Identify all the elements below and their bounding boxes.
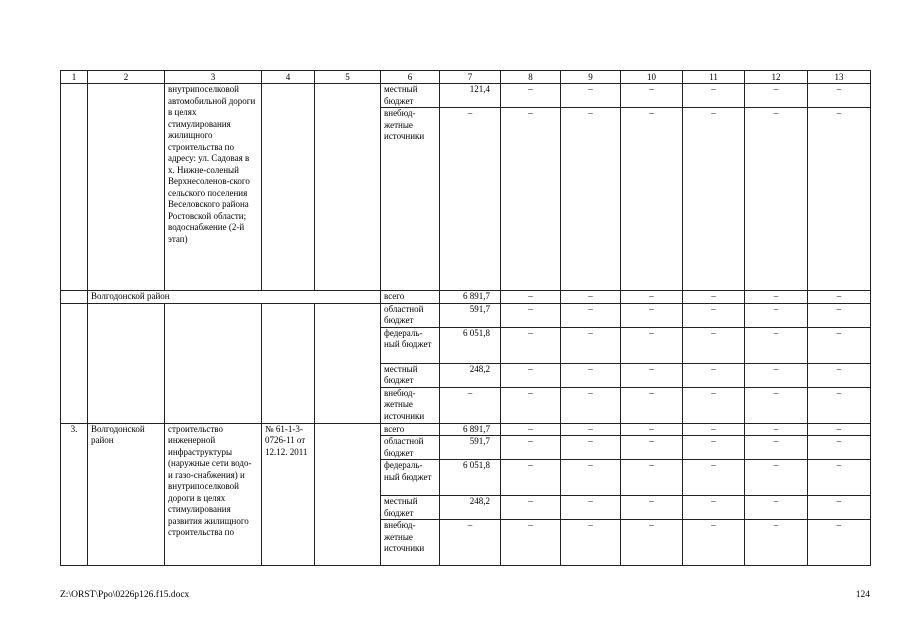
header-cell: 2	[88, 71, 165, 84]
dash-cell: –	[621, 303, 683, 327]
source-label: областной бюджет	[381, 436, 440, 460]
dash-cell: –	[561, 303, 621, 327]
header-cell: 9	[561, 71, 621, 84]
header-cell: 13	[808, 71, 871, 84]
cell-empty	[61, 303, 88, 423]
dash-cell: –	[745, 436, 808, 460]
cell-empty	[61, 84, 88, 291]
header-cell: 3	[165, 71, 262, 84]
dash-cell: –	[808, 108, 871, 291]
cell-empty	[315, 303, 381, 423]
table-header-row	[61, 71, 871, 84]
dash-cell: –	[808, 327, 871, 363]
dash-cell: –	[745, 460, 808, 496]
dash-cell: –	[683, 291, 745, 304]
dash-cell: –	[808, 363, 871, 387]
dash-cell: –	[683, 363, 745, 387]
source-label: федераль-ный бюджет	[381, 327, 440, 363]
header-cell: 6	[381, 71, 440, 84]
table-row	[61, 84, 871, 108]
source-label: местный бюджет	[381, 363, 440, 387]
dash-cell: –	[561, 496, 621, 520]
cell-empty	[88, 84, 165, 291]
amount: 121,4	[440, 84, 501, 108]
dash-cell: –	[561, 460, 621, 496]
dash-cell: –	[621, 496, 683, 520]
dash-cell: –	[683, 436, 745, 460]
amount: 6 051,8	[440, 460, 501, 496]
dash-cell: –	[745, 363, 808, 387]
amount: 6 891,7	[440, 423, 501, 436]
amount: 6 891,7	[440, 291, 501, 304]
dash-cell: –	[621, 327, 683, 363]
table-row	[61, 303, 871, 327]
dash-cell: –	[561, 387, 621, 423]
dash-cell: –	[501, 291, 561, 304]
dash-cell: –	[501, 436, 561, 460]
dash-cell: –	[745, 291, 808, 304]
dash-cell: –	[683, 387, 745, 423]
dash-cell: –	[683, 84, 745, 108]
source-label: всего	[381, 423, 440, 436]
amount: –	[440, 108, 501, 291]
amount: 248,2	[440, 363, 501, 387]
dash-cell: –	[808, 423, 871, 436]
dash-cell: –	[501, 108, 561, 291]
dash-cell: –	[621, 84, 683, 108]
dash-cell: –	[745, 496, 808, 520]
dash-cell: –	[621, 423, 683, 436]
dash-cell: –	[745, 387, 808, 423]
amount: 591,7	[440, 303, 501, 327]
dash-cell: –	[808, 303, 871, 327]
table-row	[61, 291, 871, 304]
source-label: местный бюджет	[381, 84, 440, 108]
dash-cell: –	[501, 460, 561, 496]
dash-cell: –	[808, 387, 871, 423]
source-label: внебюд-жетные источники	[381, 108, 440, 291]
object-description: строительство инженерной инфраструктуры (наружные сети водо- и газо-снабжения) и внутрипоселковой дороги в целях стимулирования развития жилищного строительства по	[165, 423, 262, 566]
dash-cell: –	[621, 520, 683, 566]
header-cell: 4	[262, 71, 315, 84]
dash-cell: –	[561, 520, 621, 566]
file-path: Z:\ORST\Ppo\0226p126.f15.docx	[60, 590, 190, 600]
dash-cell: –	[561, 363, 621, 387]
cell-empty	[262, 303, 315, 423]
header-cell: 5	[315, 71, 381, 84]
header-cell: 1	[61, 71, 88, 84]
dash-cell: –	[808, 291, 871, 304]
dash-cell: –	[683, 108, 745, 291]
dash-cell: –	[683, 327, 745, 363]
dash-cell: –	[621, 460, 683, 496]
dash-cell: –	[501, 423, 561, 436]
dash-cell: –	[501, 387, 561, 423]
header-cell: 7	[440, 71, 501, 84]
document-reference: № 61-1-3-0726-11 от 12.12. 2011	[262, 423, 315, 566]
amount: 591,7	[440, 436, 501, 460]
dash-cell: –	[621, 436, 683, 460]
cell-empty	[315, 423, 381, 566]
dash-cell: –	[745, 327, 808, 363]
budget-table	[60, 70, 871, 566]
amount: 248,2	[440, 496, 501, 520]
dash-cell: –	[683, 496, 745, 520]
dash-cell: –	[745, 520, 808, 566]
dash-cell: –	[501, 84, 561, 108]
dash-cell: –	[621, 108, 683, 291]
source-label: местный бюджет	[381, 496, 440, 520]
dash-cell: –	[561, 327, 621, 363]
source-label: федераль-ный бюджет	[381, 460, 440, 496]
source-label: внебюд-жетные источники	[381, 520, 440, 566]
page-number: 124	[855, 590, 870, 600]
amount: –	[440, 387, 501, 423]
dash-cell: –	[501, 303, 561, 327]
dash-cell: –	[621, 363, 683, 387]
source-label: всего	[381, 291, 440, 304]
cell-empty	[165, 303, 262, 423]
dash-cell: –	[683, 423, 745, 436]
dash-cell: –	[561, 291, 621, 304]
table-row	[61, 423, 871, 436]
dash-cell: –	[808, 84, 871, 108]
dash-cell: –	[745, 303, 808, 327]
dash-cell: –	[808, 496, 871, 520]
dash-cell: –	[501, 363, 561, 387]
dash-cell: –	[501, 520, 561, 566]
cell-empty	[262, 84, 315, 291]
source-label: областной бюджет	[381, 303, 440, 327]
row-number: 3.	[61, 423, 88, 566]
dash-cell: –	[683, 460, 745, 496]
dash-cell: –	[808, 460, 871, 496]
dash-cell: –	[501, 327, 561, 363]
cell-empty	[88, 303, 165, 423]
dash-cell: –	[561, 423, 621, 436]
dash-cell: –	[561, 84, 621, 108]
dash-cell: –	[501, 496, 561, 520]
header-cell: 12	[745, 71, 808, 84]
dash-cell: –	[745, 423, 808, 436]
dash-cell: –	[561, 108, 621, 291]
dash-cell: –	[683, 303, 745, 327]
district-name: Волгодонской район	[88, 291, 381, 304]
header-cell: 8	[501, 71, 561, 84]
dash-cell: –	[683, 520, 745, 566]
object-description: внутрипоселковой автомобильной дороги в целях стимулирования жилищного строительства по адресу: ул. Садовая в х. Нижне-соленый Верхнесоленов-ского сельского поселения Веселовского района Ростовской области; водоснабжение (2-й этап)	[165, 84, 262, 291]
cell-empty	[315, 84, 381, 291]
dash-cell: –	[745, 84, 808, 108]
district-name: Волгодонской район	[88, 423, 165, 566]
dash-cell: –	[621, 387, 683, 423]
header-cell: 11	[683, 71, 745, 84]
dash-cell: –	[561, 436, 621, 460]
dash-cell: –	[808, 520, 871, 566]
dash-cell: –	[745, 108, 808, 291]
dash-cell: –	[621, 291, 683, 304]
document-sheet	[60, 70, 870, 566]
dash-cell: –	[808, 436, 871, 460]
amount: 6 051,8	[440, 327, 501, 363]
amount: –	[440, 520, 501, 566]
source-label: внебюд-жетные источники	[381, 387, 440, 423]
header-cell: 10	[621, 71, 683, 84]
cell-empty	[61, 291, 88, 304]
